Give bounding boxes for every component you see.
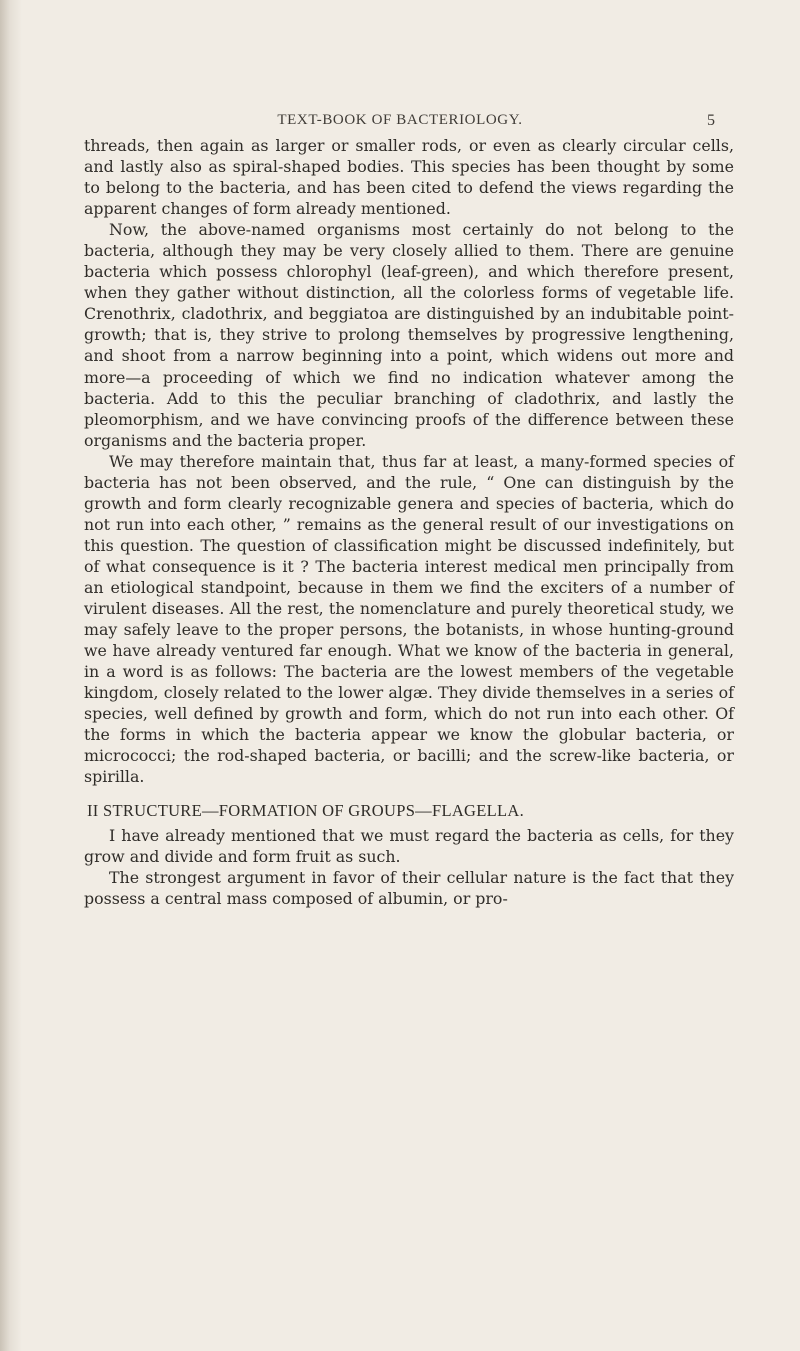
section-heading: II STRUCTURE—FORMATION OF GROUPS—FLAGELLA. [87,801,525,821]
paragraph-cells: I have already mentioned that we must regard the bacteria as cells, for they grow and divide and form fruit as such. [84,825,734,866]
text-body [84,135,734,909]
paragraph-organisms: Now, the above-named organisms most certainly do not belong to the bacteria, although they may be very closely allied to them. There are genuine bacteria which possess chlorophyl (leaf-green), and which therefore present, when they gather without distinction, all the colorless forms of vegetable life. Crenothrix, cladothrix, and beggiatoa are distinguished by an indubitable point-growth; that is, they strive to prolong themselves by progressive lengthening, and shoot from a narrow beginning into a point, which widens out more and more—a proceeding of which we find no indication whatever among the bacteria. Add to this the peculiar branching of cladothrix, and lastly the pleomorphism, and we have convincing proofs of the difference between these organisms and the bacteria proper. [84,220,734,450]
paragraph-classification: We may therefore maintain that, thus far at least, a many-formed species of bacteria has not been observed, and the rule, “ One can distinguish by the growth and form clearly recognizable genera and species of bacteria, which do not run into each other, ” remains as the general result of our investigations on this question. The question of classification might be discussed indefinitely, but of what consequence is it ? The bacteria interest medical men principally from an etiological standpoint, because in them we find the exciters of a number of virulent diseases. All the rest, the nomenclature and purely theoretical study, we may safely leave to the proper persons, the botanists, in whose hunting-ground we have already ventured far enough. What we know of the bacteria in general, in a word is as follows: The bacteria are the lowest members of the vegetable kingdom, closely related to the lower algæ. They divide themselves in a series of species, well defined by growth and form, which do not run into each other. Of the forms in which the bacteria appear we know the globular bacteria, or micrococci; the rod-shaped bacteria, or bacilli; and the screw-like bacteria, or spirilla. [84,451,734,787]
running-title: TEXT-BOOK OF BACTERIOLOGY. [277,112,523,128]
paragraph-cellular-nature: The strongest argument in favor of their cellular nature is the fact that they possess a central mass composed of albumin, or pro- [84,867,734,908]
paragraph-continuation: threads, then again as larger or smaller rods, or even as clearly circular cells, and lastly also as spiral-shaped bodies. This species has been thought by some to belong to the bacteria, and has been cited to defend the views regarding the apparent changes of form already mentioned. [84,136,734,219]
page-number: 5 [707,112,715,129]
running-head [0,112,800,132]
